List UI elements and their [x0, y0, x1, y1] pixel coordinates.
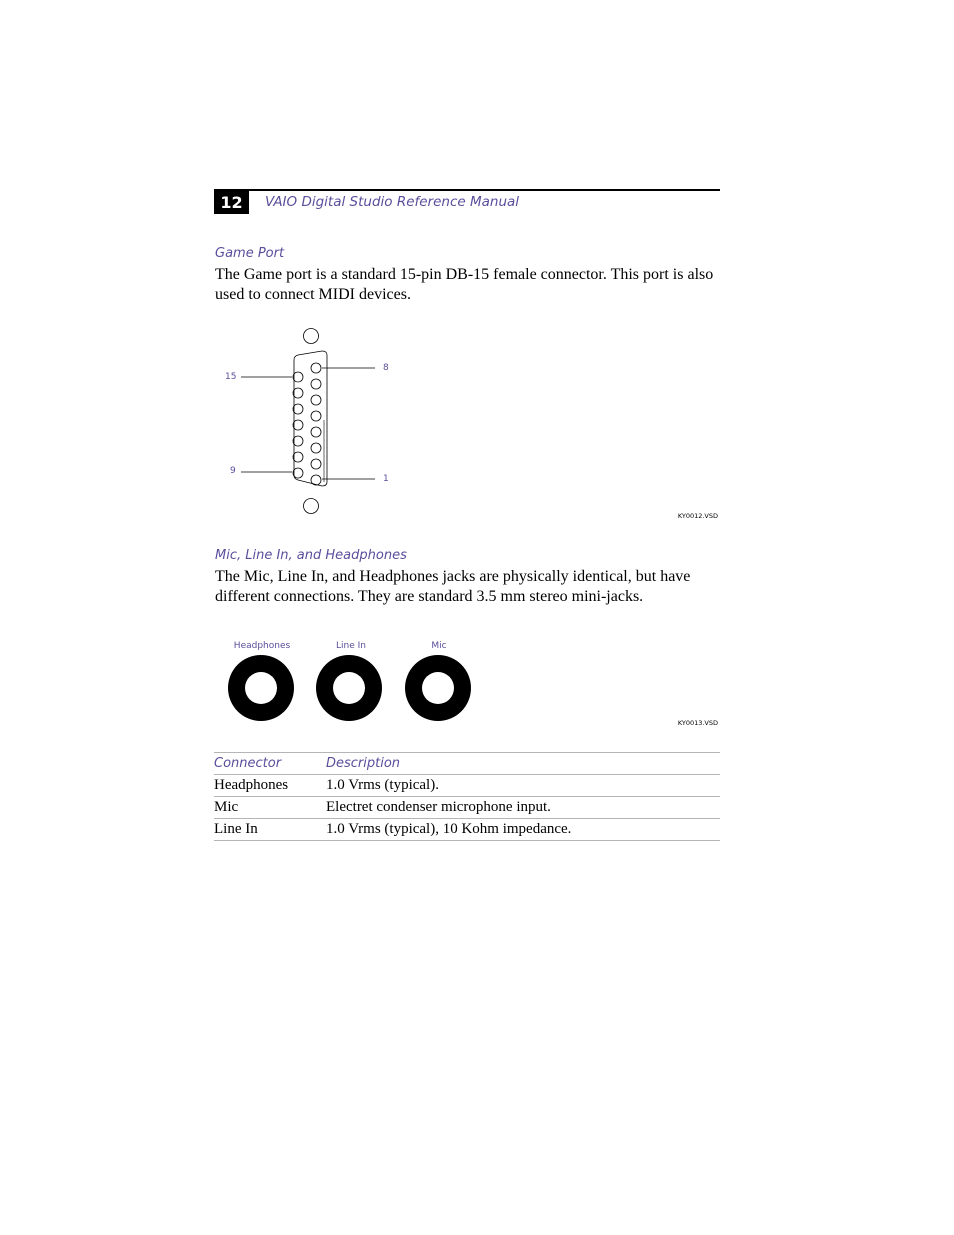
connector-cell: Headphones [214, 775, 326, 797]
mounting-hole-bottom [304, 499, 319, 514]
audio-jacks-diagram [214, 634, 720, 730]
game-port-heading: Game Port [215, 246, 285, 261]
pin-hole [311, 475, 321, 485]
header-rule [214, 189, 720, 191]
audio-jacks-heading: Mic, Line In, and Headphones [215, 548, 407, 563]
description-cell: Electret condenser microphone input. [326, 797, 720, 819]
line-in-jack-hole [333, 672, 365, 704]
pin-hole [293, 452, 303, 462]
table-header-row [214, 753, 720, 775]
pin-label-1: 1 [383, 474, 389, 484]
pin-hole [311, 363, 321, 373]
mounting-hole-top [304, 329, 319, 344]
pin-hole [293, 388, 303, 398]
pin-hole [311, 427, 321, 437]
pin-label-8: 8 [383, 363, 389, 373]
pin-label-15: 15 [225, 372, 237, 382]
pin-row-right [311, 363, 321, 485]
jack-label-headphones: Headphones [233, 641, 291, 651]
pin-hole [293, 372, 303, 382]
column-header-description: Description [326, 753, 720, 775]
mic-jack-hole [422, 672, 454, 704]
pin-label-9: 9 [230, 466, 236, 476]
description-cell: 1.0 Vrms (typical). [326, 775, 720, 797]
figure-caption-ky0013: KY0013.VSD [677, 719, 718, 727]
description-cell: 1.0 Vrms (typical), 10 Kohm impedance. [326, 819, 720, 841]
connector-shell [294, 351, 327, 486]
pin-hole [311, 443, 321, 453]
audio-jacks-body: The Mic, Line In, and Headphones jacks are physically identical, but have different connections. They are standard 3.5 mm stereo mini-jacks. [215, 568, 691, 605]
pin-row-left [293, 372, 303, 478]
pin-hole [293, 404, 303, 414]
pin-hole [311, 411, 321, 421]
pin-hole [293, 420, 303, 430]
page-number: 12 [214, 191, 249, 214]
pin-hole [293, 468, 303, 478]
jack-label-mic: Mic [431, 641, 447, 651]
connector-cell: Line In [214, 819, 326, 841]
pin-hole [311, 379, 321, 389]
table-row [214, 819, 720, 841]
connector-table [214, 752, 720, 841]
table-row [214, 797, 720, 819]
pin-hole [293, 436, 303, 446]
game-port-body: The Game port is a standard 15-pin DB-15 female connector. This port is also used to connect MIDI devices. [215, 266, 714, 303]
headphones-jack-hole [245, 672, 277, 704]
figure-caption-ky0012: KY0012.VSD [677, 512, 718, 520]
jack-label-line-in: Line In [336, 641, 366, 651]
column-header-connector: Connector [214, 753, 326, 775]
db15-connector-diagram [214, 322, 720, 522]
audio-jacks-figure [214, 634, 720, 735]
table-row [214, 775, 720, 797]
pin-hole [311, 459, 321, 469]
pin-hole [311, 395, 321, 405]
db15-connector-figure [214, 322, 720, 527]
connector-cell: Mic [214, 797, 326, 819]
running-title: VAIO Digital Studio Reference Manual [265, 194, 520, 210]
